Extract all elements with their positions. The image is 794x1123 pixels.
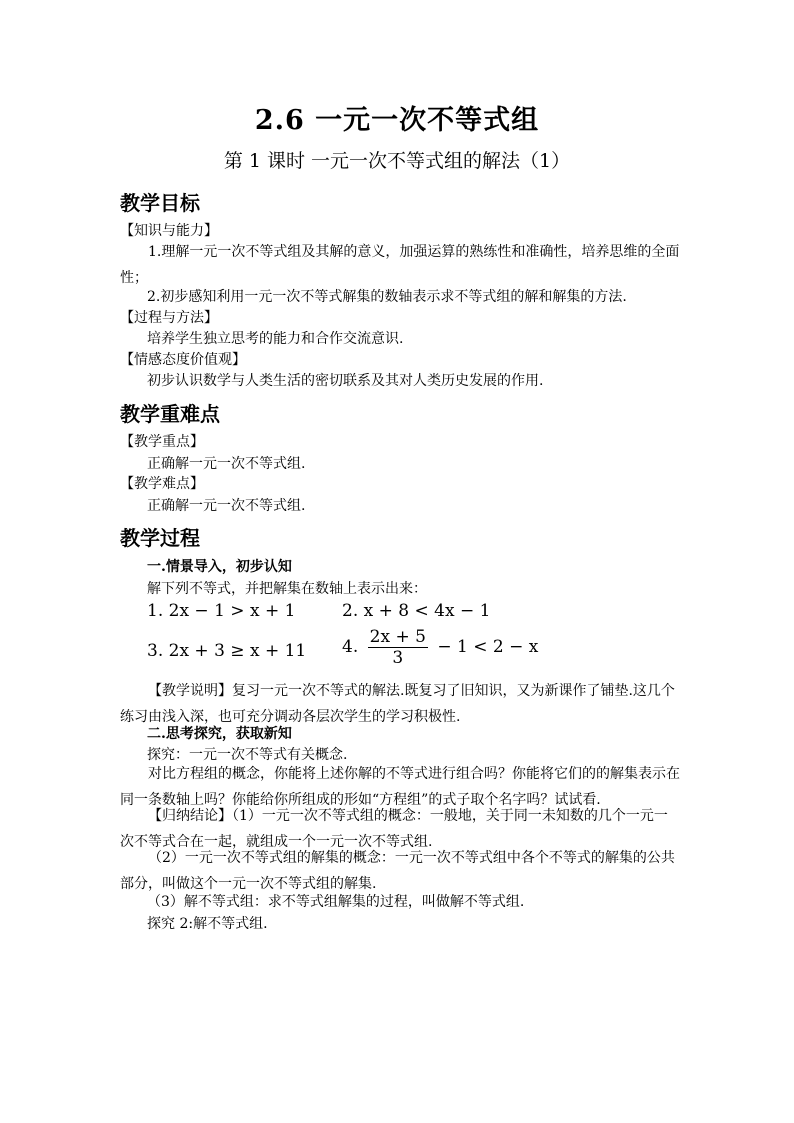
explore-1: 探究：一元一次不等式有关概念. <box>147 747 348 763</box>
exercise-3: 3. 2x + 3 ≥ x + 11 <box>147 641 307 661</box>
step1-intro: 解下列不等式，并把解集在数轴上表示出来： <box>147 581 427 597</box>
knowledge-item-2: 2.初步感知利用一元一次不等式解集的数轴表示求不等式组的解和解集的方法. <box>147 289 627 305</box>
conclusion-1: 【归纳结论】（1）一元一次不等式组的概念：一般地，关于同一未知数的几个一元一次不等式合在一起，就组成一个一元一次不等式组. <box>120 808 668 850</box>
exercise-4-numerator: 2x + 5 <box>369 627 426 647</box>
explore-2: 探究 2:解不等式组. <box>147 916 268 932</box>
step2-title: 二.思考探究，获取新知 <box>147 726 292 742</box>
difficulty-tag: 【教学难点】 <box>120 476 204 492</box>
explore-question: 对比方程组的概念，你能将上述你解的不等式进行组合吗？你能将它们的的解集表示在同一条数轴上吗？你能给你所组成的形如“方程组”的式子取个名字吗？试试看. <box>120 766 680 808</box>
goals-heading: 教学目标 <box>120 191 200 215</box>
page-title: 2.6 一元一次不等式组 <box>254 105 540 136</box>
teaching-note: 【教学说明】复习一元一次不等式的解法.既复习了旧知识，又为新课作了铺垫.这几个练习由浅入深，也可充分调动各层次学生的学习积极性. <box>120 683 675 725</box>
exercise-4-suffix: − 1 < 2 − x <box>437 637 539 657</box>
conclusion-2: （2）一元一次不等式组的解集的概念：一元一次不等式组中各个不等式的解集的公共部分，叫做这个一元一次不等式组的解集. <box>120 850 675 892</box>
exercise-4 <box>342 627 538 668</box>
lesson-subtitle: 第 1 课时 一元一次不等式组的解法（1） <box>223 150 571 172</box>
exercise-1: 1. 2x − 1 > x + 1 <box>147 601 296 621</box>
knowledge-item-1: 1.理解一元一次不等式组及其解的意义，加强运算的熟练性和准确性，培养思维的全面性； <box>120 244 680 286</box>
conclusion-3: （3）解不等式组：求不等式组解集的过程，叫做解不等式组. <box>147 894 525 910</box>
exercise-4-denominator: 3 <box>392 648 404 668</box>
focus-tag: 【教学重点】 <box>120 434 204 450</box>
emotion-item-1: 初步认识数学与人类生活的密切联系及其对人类历史发展的作用. <box>147 373 544 389</box>
difficulty-item-1: 正确解一元一次不等式组. <box>147 498 306 514</box>
exercise-4-prefix: 4. <box>342 637 359 657</box>
focus-item-1: 正确解一元一次不等式组. <box>147 456 306 472</box>
keypoints-heading: 教学重难点 <box>120 402 220 426</box>
step1-title: 一.情景导入，初步认知 <box>147 559 292 575</box>
exercise-4-fraction <box>368 627 428 668</box>
emotion-tag: 【情感态度价值观】 <box>120 352 246 368</box>
process-heading: 教学过程 <box>120 526 200 550</box>
exercise-2: 2. x + 8 < 4x − 1 <box>342 601 491 621</box>
knowledge-tag: 【知识与能力】 <box>120 223 218 239</box>
process-item-1: 培养学生独立思考的能力和合作交流意识. <box>147 331 404 347</box>
process-tag: 【过程与方法】 <box>120 310 218 326</box>
